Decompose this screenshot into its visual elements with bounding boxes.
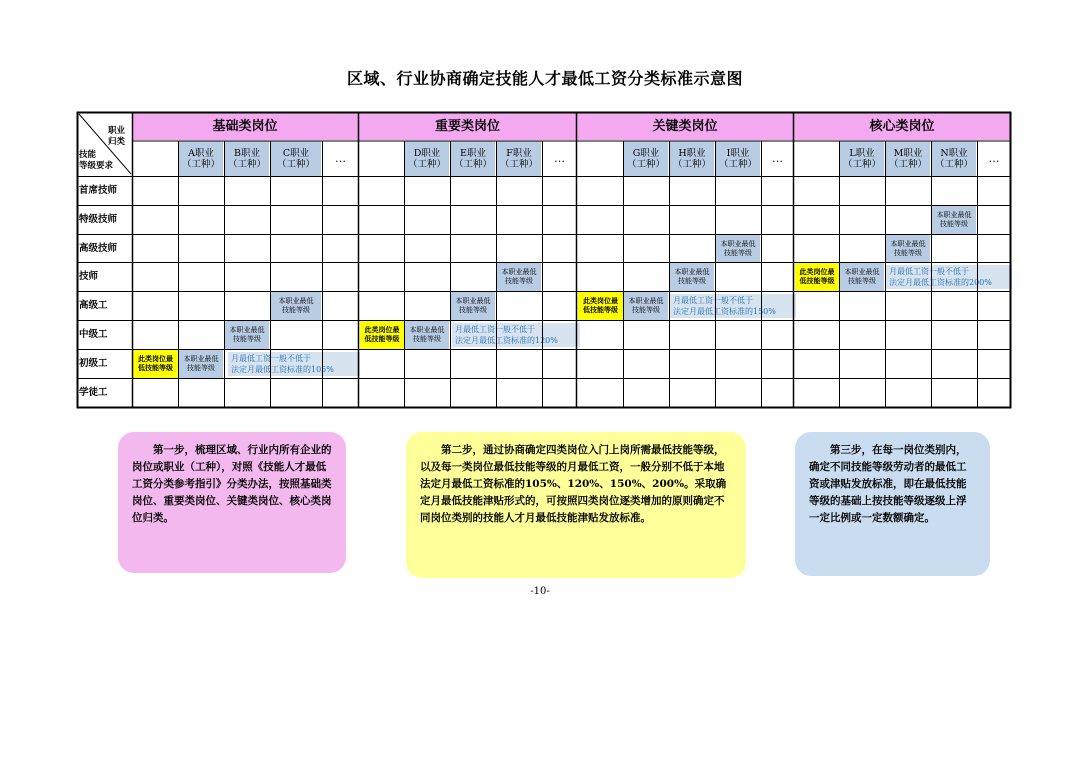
corner-bottom-a: 技能 (79, 150, 97, 160)
job-type: （工种） (227, 158, 266, 170)
band-line: 月最低工资一般不低于 (231, 354, 311, 363)
band-line: 月最低工资一般不低于 (455, 325, 535, 334)
job-name: B职业 (234, 147, 260, 159)
job-name: M职业 (893, 147, 923, 159)
level-label-senior-tech: 高级技师 (79, 243, 118, 254)
step2-box (406, 432, 746, 578)
marker-text: 技能等级 (187, 364, 215, 372)
marker-text: 低技能等级 (799, 277, 835, 285)
marker-text: 低技能等级 (583, 306, 618, 314)
marker-text: 低技能等级 (138, 364, 173, 372)
more-jobs-basic: … (335, 152, 346, 165)
corner-bottom-b: 等级要求 (79, 161, 114, 171)
section-title-key: 关键类岗位 (652, 119, 718, 134)
corner-top-b: 归类 (108, 137, 126, 147)
job-type: （工种） (842, 158, 881, 170)
step3-text: 第三步，在每一岗位类别内，确定不同技能等级劳动者的最低工资或津贴发放标准，即在最低技能等级的基础上按技能等级逐级上浮一定比例或一定数额确定。 (809, 444, 967, 524)
job-name: C职业 (282, 147, 310, 159)
marker-text: 此类岗位最 (138, 355, 173, 363)
marker-text: 本职业最低 (844, 268, 880, 276)
band-line: 法定月最低工资标准的150% (673, 307, 776, 316)
level-label-chief: 首席技师 (79, 185, 118, 196)
job-name: I职业 (726, 147, 750, 159)
level-label-apprentice: 学徒工 (79, 387, 108, 398)
marker-text: 本职业最低 (936, 211, 972, 219)
marker-text: 技能等级 (413, 335, 441, 343)
band-line: 法定月最低工资标准的120% (455, 336, 558, 345)
marker-text: 本职业最低 (720, 240, 756, 248)
job-name: A职业 (188, 147, 214, 159)
job-name: L职业 (849, 147, 875, 159)
marker-text: 本职业最低 (890, 240, 926, 248)
job-type: （工种） (626, 158, 665, 170)
band-line: 月最低工资一般不低于 (889, 267, 969, 276)
level-label-senior-worker: 高级工 (79, 300, 108, 311)
level-label-tech: 技师 (79, 271, 99, 282)
band-line: 法定月最低工资标准的200% (889, 278, 992, 287)
job-type: （工种） (672, 158, 711, 170)
job-type: （工种） (934, 158, 973, 170)
band-line: 法定月最低工资标准的105% (231, 365, 334, 374)
section-title-basic: 基础类岗位 (212, 119, 278, 134)
page-number: -10- (530, 586, 550, 597)
job-name: E职业 (460, 147, 486, 159)
job-type: （工种） (718, 158, 757, 170)
section-title-core: 核心类岗位 (869, 119, 935, 134)
job-type: （工种） (453, 158, 492, 170)
more-jobs-important: … (554, 152, 565, 165)
job-type: （工种） (499, 158, 538, 170)
step2-text: 第二步，通过协商确定四类岗位入门上岗所需最低技能等级，以及每一类岗位最低技能等级的月最低工资，一般分别不低于本地法定月最低工资标准的105%、120%、150%、200%。采取确定月最低技能津贴形式的，可按照四类岗位逐类增加的原则确定不同岗位类别的技能人才月最低技能津贴发放标准。 (420, 444, 727, 524)
marker-text: 低技能等级 (364, 335, 400, 343)
job-name: F职业 (506, 147, 532, 159)
step1-text: 第一步，梳理区域、行业内所有企业的岗位或职业（工种），对照《技能人才最低工资分类参考指引》分类办法，按照基础类岗位、重要类岗位、关键类岗位、核心类岗位归类。 (132, 444, 332, 524)
marker-text: 此类岗位最 (583, 297, 618, 305)
marker-text: 技能等级 (459, 306, 487, 314)
marker-text: 本职业最低 (278, 297, 314, 305)
marker-text: 本职业最低 (628, 297, 664, 305)
job-type: （工种） (888, 158, 927, 170)
marker-text: 本职业最低 (229, 326, 265, 334)
job-name: N职业 (940, 147, 968, 159)
diagram-title: 区域、行业协商确定技能人才最低工资分类标准示意图 (346, 69, 743, 88)
marker-text: 本职业最低 (501, 268, 537, 276)
more-jobs-key: … (772, 152, 783, 165)
marker-text: 技能等级 (233, 335, 261, 343)
marker-text: 本职业最低 (455, 297, 491, 305)
marker-text: 技能等级 (678, 277, 706, 285)
marker-text: 技能等级 (632, 306, 660, 314)
marker-text: 本职业最低 (674, 268, 710, 276)
marker-text: 技能等级 (724, 249, 752, 257)
marker-text: 技能等级 (282, 306, 310, 314)
level-label-junior-worker: 初级工 (79, 358, 108, 369)
job-type: （工种） (407, 158, 446, 170)
section-title-important: 重要类岗位 (434, 119, 500, 134)
job-type: （工种） (181, 158, 220, 170)
more-jobs-core: … (988, 152, 1000, 165)
step3-box (795, 432, 990, 576)
marker-text: 本职业最低 (409, 326, 445, 334)
step1-box (118, 432, 346, 573)
level-label-mid-worker: 中级工 (79, 329, 108, 340)
marker-text: 此类岗位最 (364, 326, 400, 334)
band-line: 月最低工资一般不低于 (673, 296, 753, 305)
job-name: G职业 (632, 147, 660, 159)
marker-text: 技能等级 (894, 249, 922, 257)
marker-text: 此类岗位最 (799, 268, 835, 276)
corner-top-a: 职业 (108, 126, 126, 136)
marker-text: 技能等级 (848, 277, 876, 285)
job-name: H职业 (678, 147, 706, 159)
marker-text: 技能等级 (940, 220, 968, 228)
job-type: （工种） (276, 158, 315, 170)
marker-text: 本职业最低 (183, 355, 219, 363)
job-name: D职业 (413, 147, 441, 159)
level-label-special: 特级技师 (79, 214, 118, 225)
marker-text: 技能等级 (505, 277, 533, 285)
